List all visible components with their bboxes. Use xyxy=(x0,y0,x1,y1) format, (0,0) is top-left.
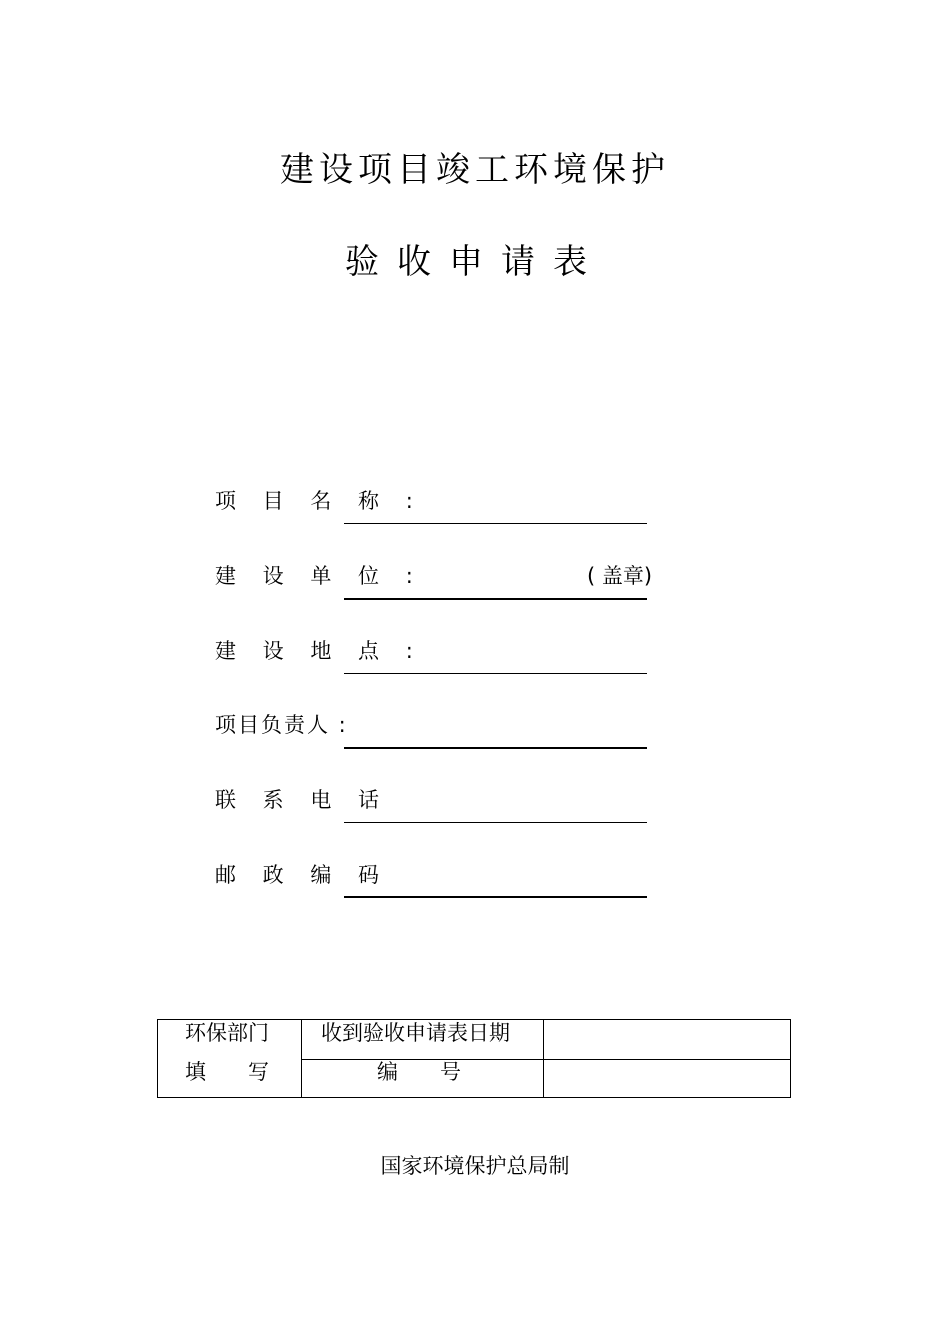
office-use-table xyxy=(157,1019,791,1098)
construction-unit-label: 建 设 单 位 : xyxy=(215,564,423,588)
serial-number-field[interactable] xyxy=(553,1060,783,1096)
form-title-line2: 验收申请表 xyxy=(345,242,605,282)
construction-unit-field[interactable] xyxy=(344,598,647,600)
serial-number-label: 编 号 xyxy=(377,1060,461,1084)
received-date-label: 收到验收申请表日期 xyxy=(321,1021,510,1045)
issuer-footer: 国家环境保护总局制 xyxy=(380,1154,570,1178)
contact-phone-field[interactable] xyxy=(344,822,647,823)
postal-code-field[interactable] xyxy=(344,896,647,898)
project-lead-field[interactable] xyxy=(344,747,647,749)
postal-code-label: 邮 政 编 码 xyxy=(215,863,390,887)
project-name-field[interactable] xyxy=(344,523,647,524)
construction-site-label: 建 设 地 点 : xyxy=(215,639,423,663)
construction-site-field[interactable] xyxy=(344,673,647,674)
stamp-note: ( 盖章) xyxy=(587,564,653,588)
project-lead-label: 项目负责人 : xyxy=(215,713,348,737)
form-title-line1: 建设项目竣工环境保护 xyxy=(280,150,670,190)
office-section-label: 环保部门 xyxy=(185,1021,269,1045)
project-name-label: 项 目 名 称 : xyxy=(215,489,423,513)
office-section-sublabel: 填 写 xyxy=(185,1060,269,1084)
contact-phone-label: 联 系 电 话 xyxy=(215,788,390,812)
received-date-field[interactable] xyxy=(553,1020,783,1058)
